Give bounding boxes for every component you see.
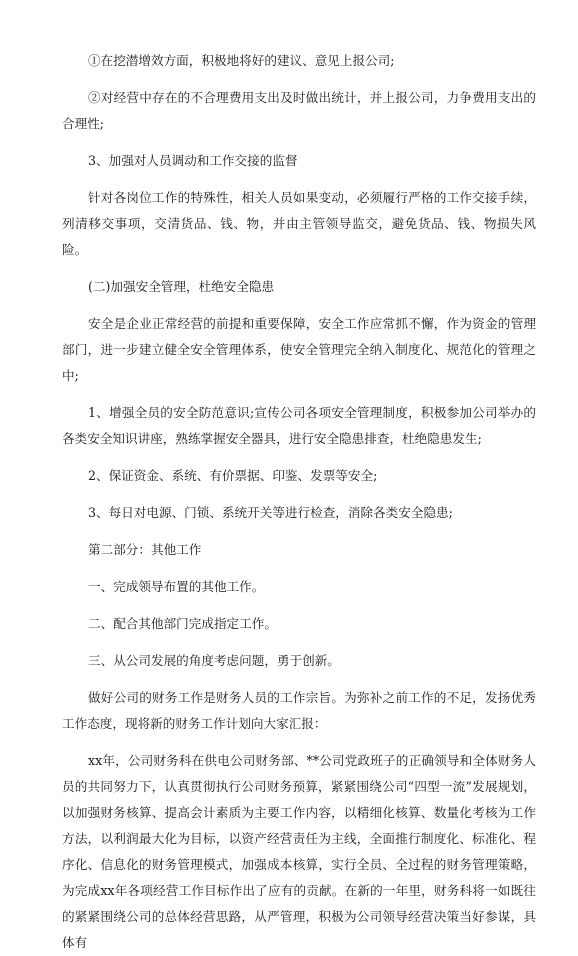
paragraph-plan-intro: 做好公司的财务工作是财务人员的工作宗旨。为弥补之前工作的不足，发扬优秀工作态度，现将新的财务工作计划向大家汇报： bbox=[62, 690, 536, 731]
paragraph-handover-procedure: 针对各岗位工作的特殊性，相关人员如果变动，必须履行严格的工作交接手续，列清移交事项，交清货品、钱、物，并由主管领导监交，避免货品、钱、物损失风险。 bbox=[62, 190, 536, 257]
heading-part-two: 第二部分：其他工作 bbox=[88, 542, 202, 557]
paragraph-suggestions: ①在挖潜增效方面，积极地将好的建议、意见上报公司; bbox=[88, 53, 395, 68]
paragraph-asset-security: 2、保证资金、系统、有价票据、印鉴、发票等安全; bbox=[88, 468, 378, 483]
list-item-leader-tasks: 一、完成领导布置的其他工作。 bbox=[88, 579, 265, 594]
list-item-innovation: 三、从公司发展的角度考虑问题，勇于创新。 bbox=[88, 653, 340, 668]
paragraph-safety-system: 安全是企业正常经营的前提和重要保障，安全工作应常抓不懈，作为资金的管理部门，进一步建立健全安全管理体系，使安全管理完全纳入制度化、规范化的管理之中; bbox=[62, 316, 536, 383]
heading-personnel-handover: 3、加强对人员调动和工作交接的监督 bbox=[88, 153, 298, 168]
paragraph-safety-awareness: 1、增强全员的安全防范意识;宣传公司各项安全管理制度，积极参加公司举办的各类安全知识讲座，熟练掌握安全器具，进行安全隐患排查，杜绝隐患发生; bbox=[62, 405, 536, 446]
paragraph-expense-control: ②对经营中存在的不合理费用支出及时做出统计，并上报公司，力争费用支出的合理性; bbox=[62, 90, 536, 131]
heading-safety-management: (二)加强安全管理，杜绝安全隐患 bbox=[88, 279, 275, 294]
list-item-cooperation: 二、配合其他部门完成指定工作。 bbox=[88, 616, 277, 631]
paragraph-daily-inspection: 3、每日对电源、门锁、系统开关等进行检查，消除各类安全隐患; bbox=[88, 505, 453, 520]
paragraph-annual-review: xx年，公司财务科在供电公司财务部、**公司党政班子的正确领导和全体财务人员的共同努力下，认真贯彻执行公司财务预算，紧紧围绕公司“四型一流”发展规划，以加强财务核算、提高会计素质为主要工作内容，以精细化核算、数量化考核为工作方法，以利润最大化为目标，以资产经营责任为主线，全面推行制度化、标准化、程序化、信息化的财务管理模式，加强成本核算，实行全员、全过程的财务管理策略，为完成xx年各项经营工作目标作出了应有的贡献。在新的一年里，财务科将一如既往的紧紧围绕公司的总体经营思路，从严管理，积极为公司领导经营决策当好参谋，具体有 bbox=[62, 753, 536, 950]
